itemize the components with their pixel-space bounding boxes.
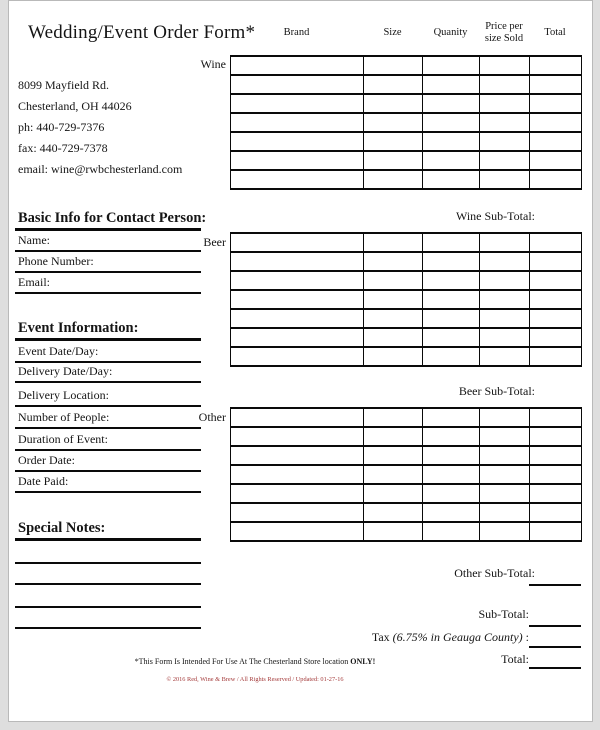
other-row1-price-per-size-sold-cell[interactable] xyxy=(480,408,530,427)
wine-row2-quantity-cell[interactable] xyxy=(423,75,480,94)
beer-table-row xyxy=(231,290,582,309)
address-line-fax-440-729-73: fax: 440-729-7378 xyxy=(18,141,108,155)
notes-blank-line[interactable] xyxy=(15,627,201,629)
other-row4-brand-cell[interactable] xyxy=(231,465,364,484)
wine-table-row xyxy=(231,113,582,132)
other-order-table xyxy=(230,407,582,542)
footer-notice-bold: ONLY! xyxy=(350,657,376,666)
beer-row4-price-per-size-sold-cell[interactable] xyxy=(480,290,530,309)
wine-row5-quantity-cell[interactable] xyxy=(423,132,480,151)
event-section-heading: Event Information: xyxy=(15,320,201,341)
other-row4-quantity-cell[interactable] xyxy=(423,465,480,484)
field-number-of-people[interactable]: Number of People: xyxy=(15,410,201,429)
other-table-row xyxy=(231,503,582,522)
wine-section-label: Wine xyxy=(200,57,226,71)
wine-order-table xyxy=(230,55,582,190)
wine-row3-size-cell[interactable] xyxy=(364,94,423,113)
wine-row7-brand-cell[interactable] xyxy=(231,170,364,189)
other-row1-total-cell[interactable] xyxy=(530,408,582,427)
tax-label xyxy=(229,630,529,645)
wine-table-row xyxy=(231,132,582,151)
other-subtotal-line[interactable] xyxy=(529,584,581,586)
other-table-row xyxy=(231,408,582,427)
wine-row7-total-cell[interactable] xyxy=(530,170,582,189)
other-row1-size-cell[interactable] xyxy=(364,408,423,427)
wine-row1-size-cell[interactable] xyxy=(364,56,423,75)
wine-row3-quantity-cell[interactable] xyxy=(423,94,480,113)
column-header-price-per-size-sold: Price per size Sold xyxy=(484,21,524,44)
beer-row6-size-cell[interactable] xyxy=(364,328,423,347)
tax-label-prefix: Tax xyxy=(371,630,393,644)
wine-row6-price-per-size-sold-cell[interactable] xyxy=(480,151,530,170)
beer-row3-quantity-cell[interactable] xyxy=(423,271,480,290)
field-delivery-location[interactable]: Delivery Location: xyxy=(15,388,201,407)
column-header-quanity: Quanity xyxy=(433,27,468,38)
beer-row1-size-cell[interactable] xyxy=(364,233,423,252)
other-row7-price-per-size-sold-cell[interactable] xyxy=(480,522,530,541)
column-header-size: Size xyxy=(383,27,402,38)
grand-total-line[interactable] xyxy=(529,667,581,669)
other-row1-brand-cell[interactable] xyxy=(231,408,364,427)
notes-blank-line[interactable] xyxy=(15,583,201,585)
beer-subtotal-label: Beer Sub-Total: xyxy=(458,384,535,398)
wine-row1-quantity-cell[interactable] xyxy=(423,56,480,75)
other-row3-price-per-size-sold-cell[interactable] xyxy=(480,446,530,465)
wine-table-row xyxy=(231,170,582,189)
beer-table-row xyxy=(231,347,582,366)
grand-total-label: Total: xyxy=(501,652,529,666)
other-row4-total-cell[interactable] xyxy=(530,465,582,484)
wine-row5-total-cell[interactable] xyxy=(530,132,582,151)
beer-row5-price-per-size-sold-cell[interactable] xyxy=(480,309,530,328)
notes-blank-line[interactable] xyxy=(15,562,201,564)
beer-row5-total-cell[interactable] xyxy=(530,309,582,328)
field-delivery-date-day[interactable]: Delivery Date/Day: xyxy=(15,364,201,383)
beer-row5-brand-cell[interactable] xyxy=(231,309,364,328)
beer-row3-total-cell[interactable] xyxy=(530,271,582,290)
other-table-row xyxy=(231,427,582,446)
contact-section-heading: Basic Info for Contact Person: xyxy=(15,210,201,231)
wine-row4-brand-cell[interactable] xyxy=(231,113,364,132)
field-name[interactable]: Name: xyxy=(15,233,201,252)
field-phone-number[interactable]: Phone Number: xyxy=(15,254,201,273)
beer-section-label: Beer xyxy=(203,235,226,249)
beer-row2-price-per-size-sold-cell[interactable] xyxy=(480,252,530,271)
other-row6-brand-cell[interactable] xyxy=(231,503,364,522)
other-table-row xyxy=(231,446,582,465)
wine-table-row xyxy=(231,94,582,113)
other-row6-total-cell[interactable] xyxy=(530,503,582,522)
other-row4-size-cell[interactable] xyxy=(364,465,423,484)
field-date-paid[interactable]: Date Paid: xyxy=(15,474,201,493)
wine-row5-brand-cell[interactable] xyxy=(231,132,364,151)
other-row6-quantity-cell[interactable] xyxy=(423,503,480,522)
wine-row3-brand-cell[interactable] xyxy=(231,94,364,113)
other-table-row xyxy=(231,522,582,541)
beer-row6-price-per-size-sold-cell[interactable] xyxy=(480,328,530,347)
wine-row5-size-cell[interactable] xyxy=(364,132,423,151)
form-title: Wedding/Event Order Form* xyxy=(28,22,256,43)
store-address-block xyxy=(18,75,182,180)
beer-row3-price-per-size-sold-cell[interactable] xyxy=(480,271,530,290)
address-line-email-wine-rwb: email: wine@rwbchesterland.com xyxy=(18,162,183,176)
table-column-headers xyxy=(230,15,581,51)
beer-table-row xyxy=(231,328,582,347)
wine-row6-total-cell[interactable] xyxy=(530,151,582,170)
address-line-8099-mayfield-: 8099 Mayfield Rd. xyxy=(18,78,109,92)
other-row5-brand-cell[interactable] xyxy=(231,484,364,503)
field-email[interactable]: Email: xyxy=(15,275,201,294)
wine-row7-price-per-size-sold-cell[interactable] xyxy=(480,170,530,189)
beer-row2-brand-cell[interactable] xyxy=(231,252,364,271)
tax-label-rate: (6.75% in Geauga County) xyxy=(392,630,523,644)
wine-row2-size-cell[interactable] xyxy=(364,75,423,94)
beer-row5-size-cell[interactable] xyxy=(364,309,423,328)
wine-table-row xyxy=(231,151,582,170)
wine-row6-brand-cell[interactable] xyxy=(231,151,364,170)
wine-row1-brand-cell[interactable] xyxy=(231,56,364,75)
other-row6-size-cell[interactable] xyxy=(364,503,423,522)
wine-subtotal-label: Wine Sub-Total: xyxy=(456,209,535,223)
other-row3-quantity-cell[interactable] xyxy=(423,446,480,465)
wine-row7-quantity-cell[interactable] xyxy=(423,170,480,189)
wine-row4-size-cell[interactable] xyxy=(364,113,423,132)
other-row4-price-per-size-sold-cell[interactable] xyxy=(480,465,530,484)
copyright-text: © 2016 Red, Wine & Brew / All Rights Reserved / Updated: 01-27-16 xyxy=(166,676,344,683)
beer-row1-quantity-cell[interactable] xyxy=(423,233,480,252)
beer-table-row xyxy=(231,309,582,328)
beer-row2-quantity-cell[interactable] xyxy=(423,252,480,271)
beer-row7-quantity-cell[interactable] xyxy=(423,347,480,366)
field-event-date-day[interactable]: Event Date/Day: xyxy=(15,344,201,363)
other-subtotal-label: Other Sub-Total: xyxy=(454,566,535,580)
other-row2-brand-cell[interactable] xyxy=(231,427,364,446)
tax-line[interactable] xyxy=(529,646,581,648)
beer-row3-brand-cell[interactable] xyxy=(231,271,364,290)
other-row3-total-cell[interactable] xyxy=(530,446,582,465)
beer-row3-size-cell[interactable] xyxy=(364,271,423,290)
footer-notice-text: *This Form Is Intended For Use At The Chesterland Store location xyxy=(134,657,351,666)
other-table-row xyxy=(231,465,582,484)
beer-row7-brand-cell[interactable] xyxy=(231,347,364,366)
other-row5-total-cell[interactable] xyxy=(530,484,582,503)
wine-row3-price-per-size-sold-cell[interactable] xyxy=(480,94,530,113)
grand-subtotal-line[interactable] xyxy=(529,625,581,627)
other-row5-size-cell[interactable] xyxy=(364,484,423,503)
other-row2-size-cell[interactable] xyxy=(364,427,423,446)
beer-table-row xyxy=(231,271,582,290)
column-header-total: Total xyxy=(544,27,566,38)
field-duration-of-event[interactable]: Duration of Event: xyxy=(15,432,201,451)
wine-row6-quantity-cell[interactable] xyxy=(423,151,480,170)
beer-row6-total-cell[interactable] xyxy=(530,328,582,347)
wine-row6-size-cell[interactable] xyxy=(364,151,423,170)
beer-row1-total-cell[interactable] xyxy=(530,233,582,252)
beer-row7-size-cell[interactable] xyxy=(364,347,423,366)
field-order-date[interactable]: Order Date: xyxy=(15,453,201,472)
wine-row1-total-cell[interactable] xyxy=(530,56,582,75)
notes-blank-line[interactable] xyxy=(15,606,201,608)
other-row7-quantity-cell[interactable] xyxy=(423,522,480,541)
grand-subtotal-label: Sub-Total: xyxy=(478,607,529,621)
beer-row6-quantity-cell[interactable] xyxy=(423,328,480,347)
beer-row2-size-cell[interactable] xyxy=(364,252,423,271)
beer-row4-total-cell[interactable] xyxy=(530,290,582,309)
beer-order-table xyxy=(230,232,582,367)
beer-row6-brand-cell[interactable] xyxy=(231,328,364,347)
beer-row4-size-cell[interactable] xyxy=(364,290,423,309)
notes-section-heading: Special Notes: xyxy=(15,520,201,541)
beer-row7-total-cell[interactable] xyxy=(530,347,582,366)
other-section-label: Other xyxy=(198,410,226,424)
footer-notice xyxy=(9,657,501,666)
wine-row4-price-per-size-sold-cell[interactable] xyxy=(480,113,530,132)
wine-row7-size-cell[interactable] xyxy=(364,170,423,189)
beer-row1-price-per-size-sold-cell[interactable] xyxy=(480,233,530,252)
other-row7-total-cell[interactable] xyxy=(530,522,582,541)
wine-row2-brand-cell[interactable] xyxy=(231,75,364,94)
other-table-row xyxy=(231,484,582,503)
beer-row5-quantity-cell[interactable] xyxy=(423,309,480,328)
wine-row4-total-cell[interactable] xyxy=(530,113,582,132)
beer-row4-brand-cell[interactable] xyxy=(231,290,364,309)
tax-label-suffix: : xyxy=(522,630,529,644)
beer-row1-brand-cell[interactable] xyxy=(231,233,364,252)
other-row1-quantity-cell[interactable] xyxy=(423,408,480,427)
order-form-page xyxy=(8,0,593,722)
wine-row5-price-per-size-sold-cell[interactable] xyxy=(480,132,530,151)
other-row6-price-per-size-sold-cell[interactable] xyxy=(480,503,530,522)
address-line-chesterland-oh: Chesterland, OH 44026 xyxy=(18,99,132,113)
beer-table-row xyxy=(231,233,582,252)
wine-row2-total-cell[interactable] xyxy=(530,75,582,94)
column-header-brand: Brand xyxy=(283,27,310,38)
wine-row4-quantity-cell[interactable] xyxy=(423,113,480,132)
wine-row2-price-per-size-sold-cell[interactable] xyxy=(480,75,530,94)
other-row3-size-cell[interactable] xyxy=(364,446,423,465)
beer-row7-price-per-size-sold-cell[interactable] xyxy=(480,347,530,366)
wine-row1-price-per-size-sold-cell[interactable] xyxy=(480,56,530,75)
other-row2-quantity-cell[interactable] xyxy=(423,427,480,446)
wine-row3-total-cell[interactable] xyxy=(530,94,582,113)
other-row3-brand-cell[interactable] xyxy=(231,446,364,465)
beer-row2-total-cell[interactable] xyxy=(530,252,582,271)
other-row7-brand-cell[interactable] xyxy=(231,522,364,541)
address-line-ph-440-729-737: ph: 440-729-7376 xyxy=(18,120,105,134)
other-row5-price-per-size-sold-cell[interactable] xyxy=(480,484,530,503)
other-row2-total-cell[interactable] xyxy=(530,427,582,446)
other-row5-quantity-cell[interactable] xyxy=(423,484,480,503)
beer-table-row xyxy=(231,252,582,271)
beer-row4-quantity-cell[interactable] xyxy=(423,290,480,309)
wine-table-row xyxy=(231,75,582,94)
other-row2-price-per-size-sold-cell[interactable] xyxy=(480,427,530,446)
other-row7-size-cell[interactable] xyxy=(364,522,423,541)
wine-table-row xyxy=(231,56,582,75)
